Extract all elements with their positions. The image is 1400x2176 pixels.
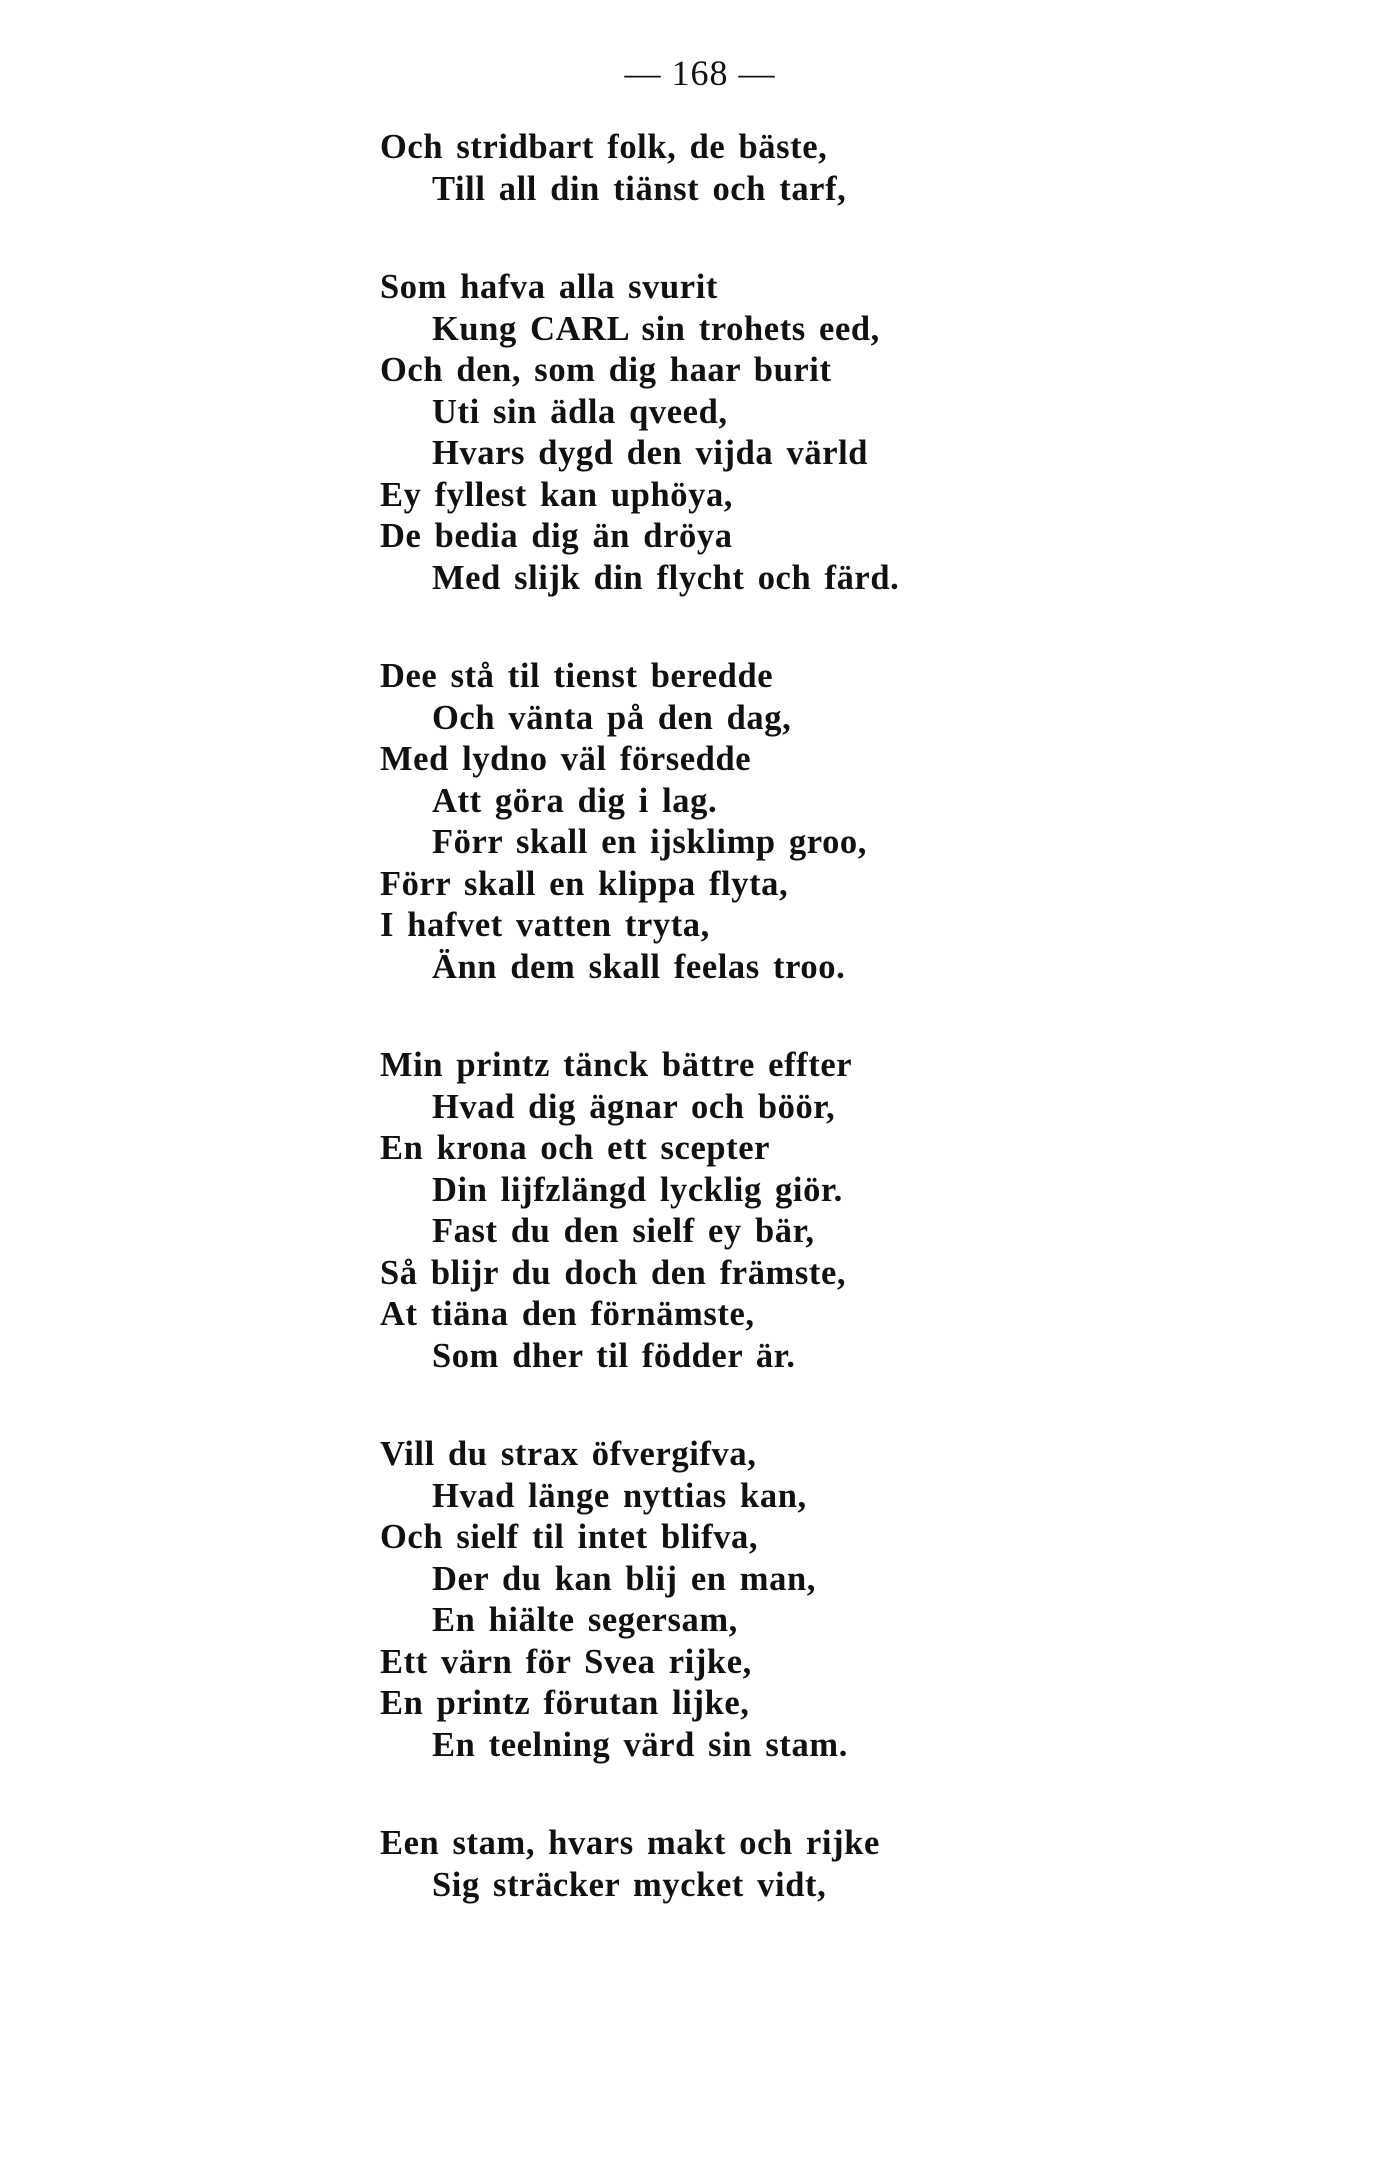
poem-line: Förr skall en ijsklimp groo, xyxy=(432,823,868,861)
poem-line: Hvad dig ägnar och böör, xyxy=(432,1087,836,1126)
poem-line: En teelning värd sin stam. xyxy=(432,1725,848,1764)
poem-line: Uti sin ädla qveed, xyxy=(432,392,728,431)
poem-line: Och den, som dig haar burit xyxy=(380,351,832,389)
poem-line: Förr skall en klippa flyta, xyxy=(380,864,789,903)
poem-line: Sig sträcker mycket vidt, xyxy=(432,1865,827,1904)
poem-line: Din lijfzlängd lycklig giör. xyxy=(432,1170,843,1209)
poem-line: Som hafva alla svurit xyxy=(380,268,718,306)
poem-line: Med slijk din flycht och färd. xyxy=(432,558,900,597)
poem-line: Kung CARL sin trohets eed, xyxy=(432,309,880,348)
poem-line: Till all din tiänst och tarf, xyxy=(432,169,847,208)
poem-line: En hiälte segersam, xyxy=(432,1601,738,1639)
poem-line: Att göra dig i lag. xyxy=(432,781,718,820)
page-number: — 168 — xyxy=(624,53,776,93)
poem-line: Fast du den sielf ey bär, xyxy=(432,1212,815,1250)
poem-line: En krona och ett scepter xyxy=(380,1129,771,1167)
stanza-1 xyxy=(380,127,1360,210)
stanza-2 xyxy=(380,267,1360,599)
poem-line: Min printz tänck bättre effter xyxy=(380,1046,853,1084)
stanza-5 xyxy=(380,1434,1360,1766)
poem xyxy=(380,127,1360,1963)
poem-line: Som dher til födder är. xyxy=(432,1336,796,1375)
poem-line: Een stam, hvars makt och rijke xyxy=(380,1824,880,1862)
poem-line: Ett värn för Svea rijke, xyxy=(380,1642,752,1681)
poem-line: Änn dem skall feelas troo. xyxy=(432,947,846,986)
poem-line: Hvars dygd den vijda värld xyxy=(432,434,869,472)
stanza-6 xyxy=(380,1823,1360,1906)
poem-line: At tiäna den förnämste, xyxy=(380,1295,755,1333)
poem-line: Med lydno väl försedde xyxy=(380,740,752,778)
poem-line: Der du kan blij en man, xyxy=(432,1559,816,1598)
poem-line: En printz förutan lijke, xyxy=(380,1684,750,1722)
poem-line: De bedia dig än dröya xyxy=(380,517,733,555)
poem-line: Vill du strax öfvergifva, xyxy=(380,1435,757,1473)
poem-line: Hvad länge nyttias kan, xyxy=(432,1476,807,1515)
poem-line: I hafvet vatten tryta, xyxy=(380,906,710,944)
poem-line: Och stridbart folk, de bäste, xyxy=(380,128,828,166)
poem-line: Ey fyllest kan uphöya, xyxy=(380,475,734,514)
poem-line: Och sielf til intet blifva, xyxy=(380,1518,759,1556)
poem-line: Och vänta på den dag, xyxy=(432,698,792,737)
poem-line: Så blijr du doch den främste, xyxy=(380,1253,847,1292)
poem-line: Dee stå til tienst beredde xyxy=(380,657,774,695)
stanza-4 xyxy=(380,1045,1360,1377)
stanza-3 xyxy=(380,656,1360,988)
